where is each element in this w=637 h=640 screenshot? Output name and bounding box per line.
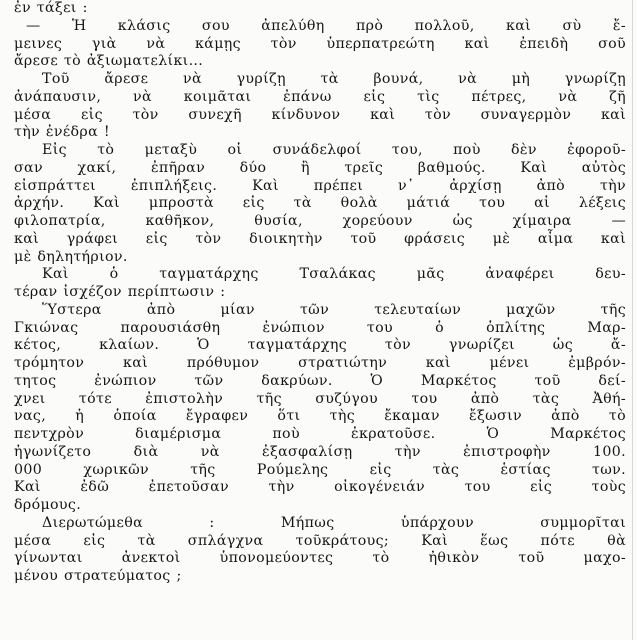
- text-line: μεινες γιὰ νὰ κάμῃς τὸν ὑπερπατρεώτη καὶ ἐπειδὴ σοῦ: [14, 35, 626, 52]
- text-line: τητος ἐνώπιον τῶν δακρύων. Ὁ Μαρκέτος τοῦ δεί-: [14, 372, 626, 389]
- text-line: τὴν ἐνέδρα !: [14, 124, 110, 141]
- text-line: 000 χωρικῶν τῆς Ρούμελης εἰς τὰς ἑστίας των.: [14, 461, 626, 478]
- text-line: Διερωτώμεθα : Μήπως ὑπάρχουν συμμορῖται: [42, 514, 626, 531]
- text-line: Ὕστερα ἀπὸ μίαν τῶν τελευταίων μαχῶν τῆς: [42, 301, 626, 318]
- text-line: ἐν τάξει :: [14, 0, 88, 16]
- text-line: μέσα εἰς τὸν συνεχῆ κίνδυνον καὶ τὸν συναγερμὸν καὶ: [14, 106, 626, 123]
- text-line: φιλοπατρία, καθῆκον, θυσία, χορεύουν ὡς χίμαιρα —: [14, 213, 626, 229]
- text-line: πεντχρὸν διαμέρισμα ποὺ ἐκρατοῦσε. Ὁ Μαρκέτος: [14, 426, 626, 442]
- column-edge: [632, 0, 633, 640]
- text-line: κέτος, κλαίων. Ὁ ταγματάρχης τὸν γνωρίζει ὡς ἄ-: [14, 337, 626, 354]
- text-line: σαν χακί, ἐπῆραν δύο ἢ τρεῖς βαθμούς. Καὶ αὐτὸς: [14, 159, 626, 176]
- newspaper-column-text: [14, 0, 626, 586]
- text-line: Γκιώνας παρουσιάσθη ἐνώπιον του ὁ ὁπλίτης Μαρ-: [14, 319, 626, 336]
- text-line: Τοῦ ἄρεσε νὰ γυρίζῃ τὰ βουνά, νὰ μὴ γνωρίζῃ: [42, 71, 626, 87]
- text-line: νας, ἡ ὁποία ἔγραφεν ὅτι τὴς ἔκαμαν ἔξωσιν ἀπὸ τὸ: [14, 408, 626, 425]
- text-line: ἀρχήν. Καὶ μπροστὰ εἰς τὰ θολὰ μάτιά του αἱ λέξεις: [14, 195, 626, 212]
- text-line: γίνωνται ἀνεκτοὶ ὑπονομεύοντες τὸ ἠθικὸν τοῦ μαχο-: [14, 550, 626, 567]
- text-line: Καὶ ὁ ταγματάρχης Τσαλάκας μᾶς ἀναφέρει δευ-: [42, 266, 626, 283]
- text-line: μένου στρατεύματος ;: [14, 568, 182, 584]
- text-line: τέραν ἰσχέζον περίπτωσιν :: [14, 284, 226, 300]
- text-line: δρόμους.: [14, 497, 82, 513]
- text-line: Καὶ ἐδῶ ἐπετοῦσαν τὴν οἰκογένειάν του εἰς τοὺς: [14, 479, 626, 496]
- text-line: τρόμητον καὶ πρόθυμον στρατιώτην καὶ μένει ἐμβρόν-: [14, 355, 626, 371]
- text-line: Εἰς τὸ μεταξὺ οἱ συνάδελφοί του, ποὺ δὲν ἐφοροῦ-: [42, 142, 626, 158]
- text-line: καὶ γράφει εἰς τὸν διοικητὴν τοῦ φράσεις μὲ αἷμα καὶ: [14, 230, 626, 247]
- text-line: ἀνάπαυσιν, νὰ κοιμᾶται ἐπάνω εἰς τὶς πέτρες, νὰ ζῆ: [14, 88, 626, 105]
- text-line: χνει τότε ἐπιστολὴν τῆς συζύγου του ἀπὸ τὰς Ἀθή-: [14, 390, 626, 407]
- text-line: — Ἡ κλάσις σου ἀπελύθη πρὸ πολλοῦ, καὶ σὺ ἔ-: [26, 17, 626, 34]
- text-line: μέσα εἰς τὰ σπλάγχνα τοῦκράτους; Καὶ ἕως πότε θὰ: [14, 532, 626, 549]
- text-line: μὲ δηλητήριον.: [14, 248, 128, 265]
- text-line: ἠγωνίζετο διὰ νὰ ἐξασφαλίσῃ τὴν ἐπιστροφὴν 100.: [14, 443, 626, 460]
- text-line: εἰσπράττει ἐπιπλήξεις. Καὶ πρέπει ν᾿ ἀρχίσῃ ἀπὸ τὴν: [14, 177, 626, 194]
- text-line: ἄρεσε τὸ ἀξιωματελίκι...: [14, 53, 204, 70]
